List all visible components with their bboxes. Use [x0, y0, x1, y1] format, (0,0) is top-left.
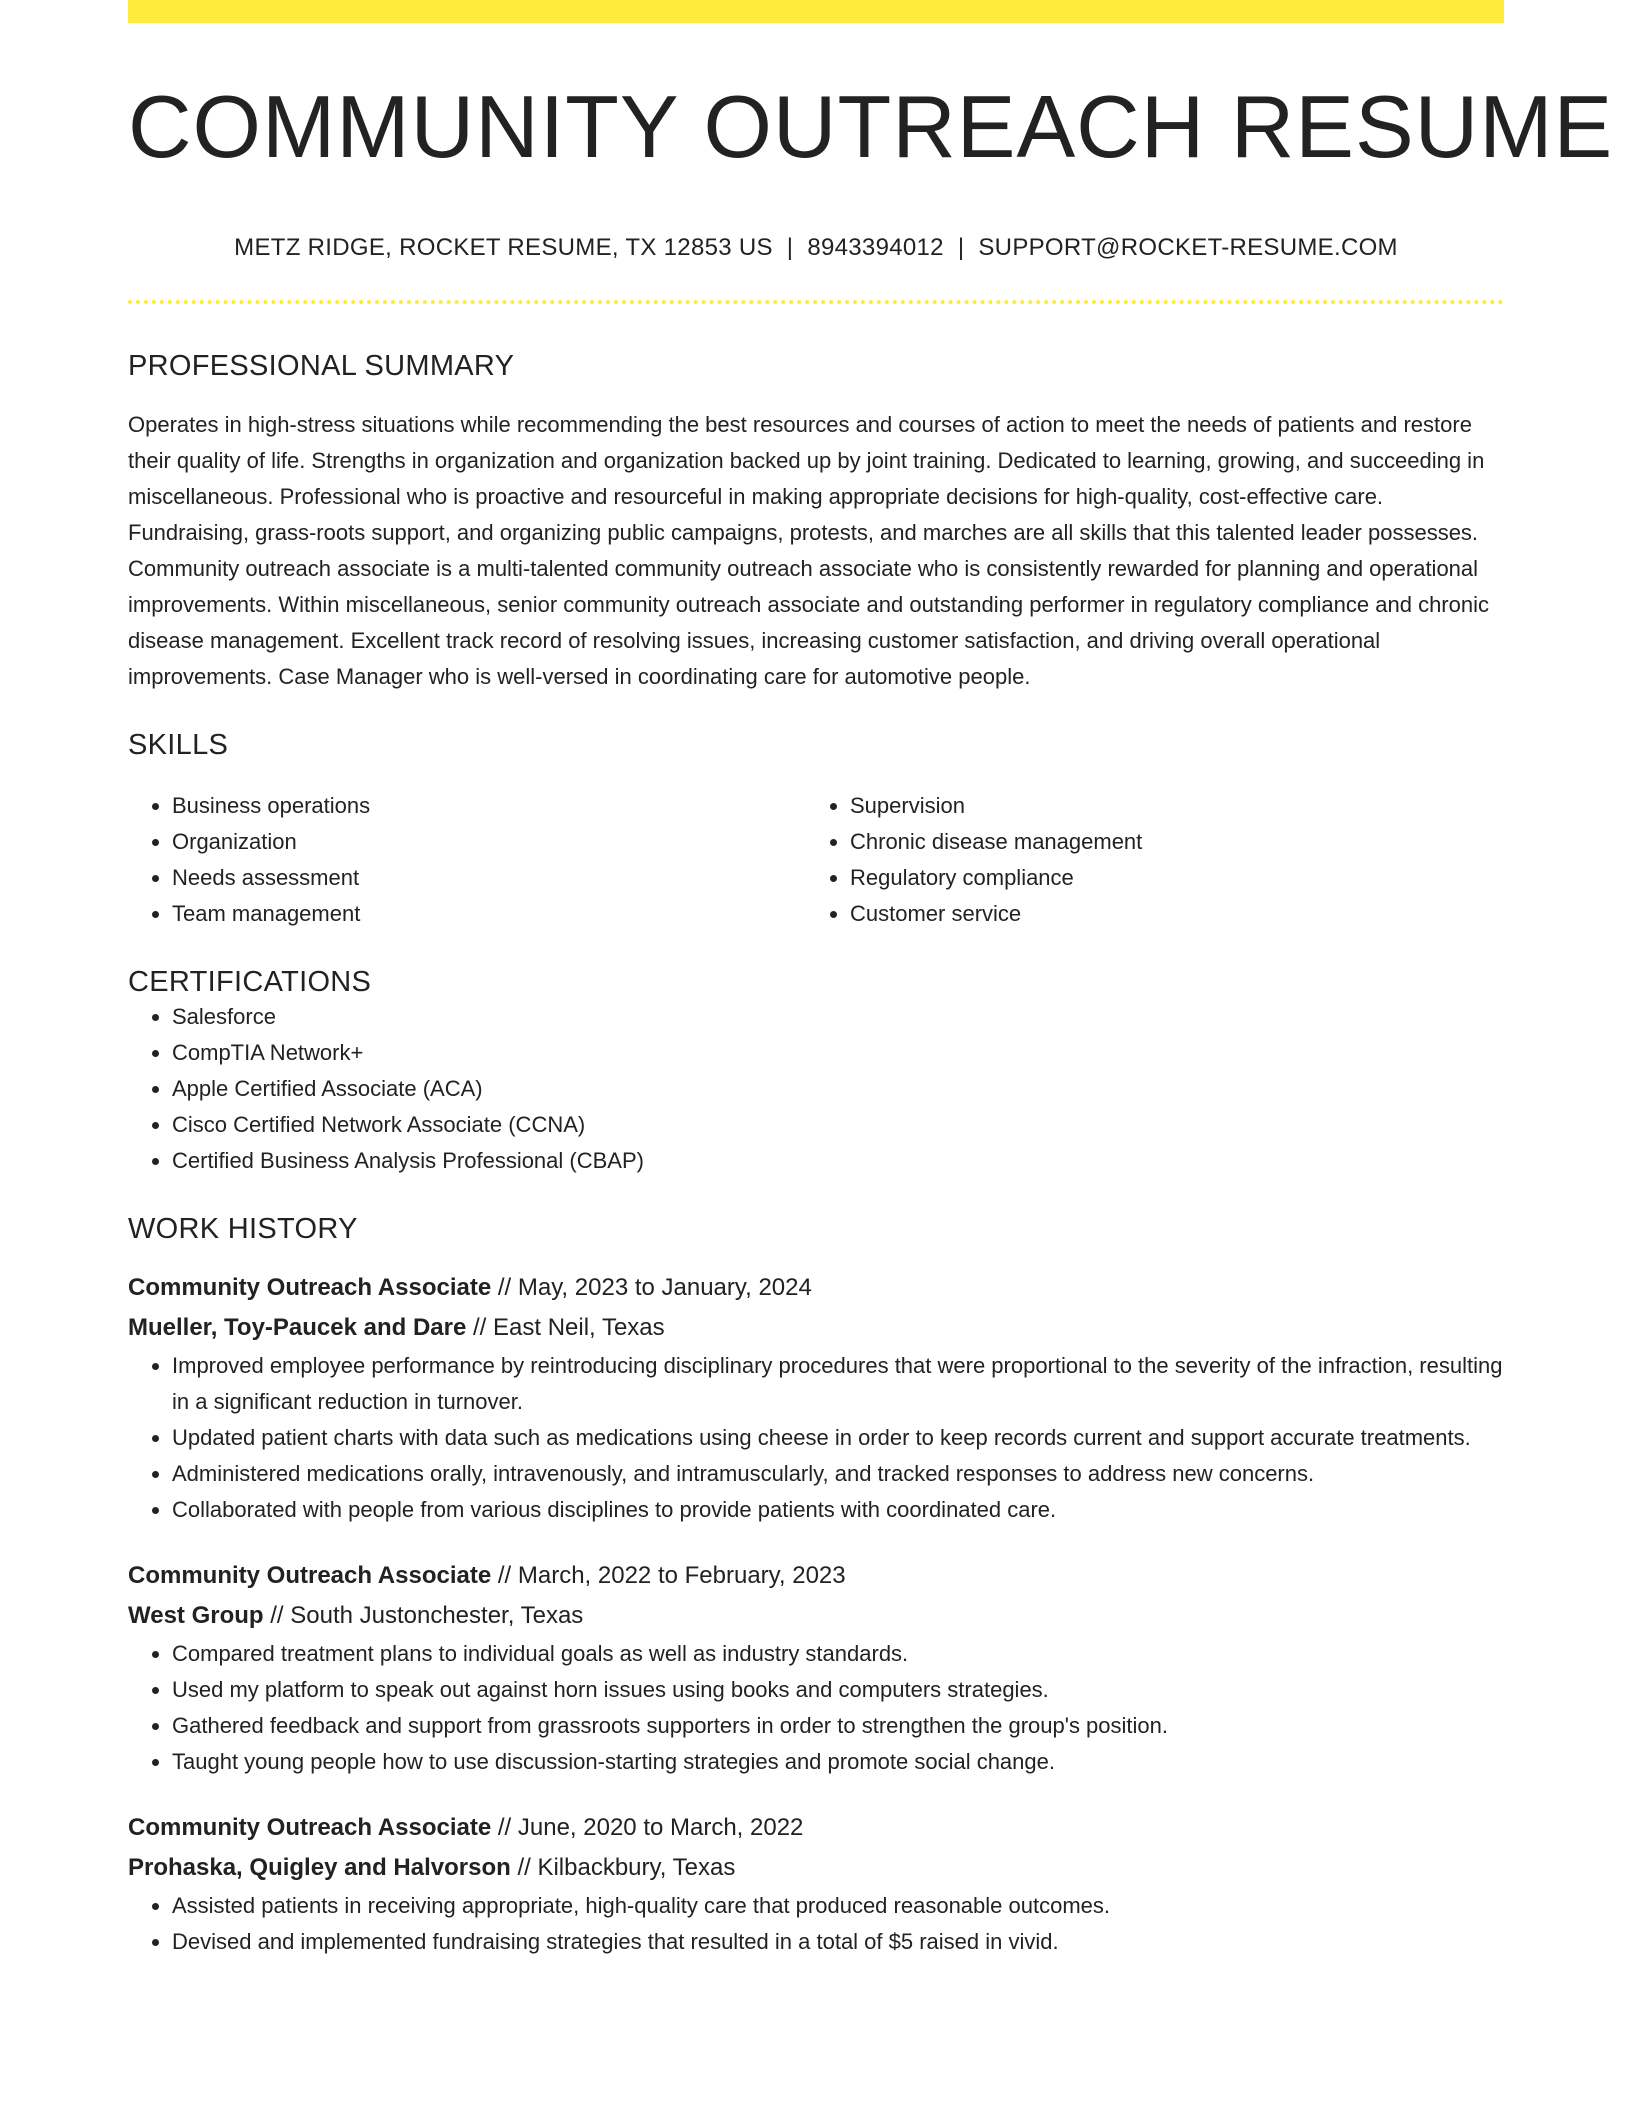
skill-item: • Organization: [172, 824, 806, 860]
job-company-line: [128, 1596, 1504, 1636]
job-dates: // June, 2020 to March, 2022: [491, 1814, 804, 1841]
job-title: Community Outreach Associate: [128, 1562, 492, 1589]
skill-item: • Team management: [172, 896, 806, 932]
job-title-line: [128, 1556, 1504, 1596]
skill-item: • Regulatory compliance: [850, 860, 1484, 896]
job-bullet: • Improved employee performance by reintroducing disciplinary procedures that were proportional to the severity of the infraction, resulting in a significant reduction in turnover.: [172, 1348, 1504, 1420]
job-bullet: • Updated patient charts with data such as medications using cheese in order to keep records current and support accurate treatments.: [172, 1420, 1504, 1456]
job-bullet: • Taught young people how to use discussion-starting strategies and promote social change.: [172, 1744, 1504, 1780]
job-bullets: [128, 1636, 1504, 1780]
resume-title: COMMUNITY OUTREACH RESUME: [128, 77, 1614, 176]
contact-separator: |: [786, 234, 794, 261]
job-bullets: [128, 1348, 1504, 1528]
resume-page: [128, 0, 1614, 1960]
skill-item: • Needs assessment: [172, 860, 806, 896]
contact-email: SUPPORT@ROCKET-RESUME.COM: [978, 234, 1398, 261]
certification-item: • CompTIA Network+: [172, 1035, 1504, 1071]
job-title-line: [128, 1268, 1504, 1308]
job-company-line: [128, 1848, 1504, 1888]
skill-item: • Supervision: [850, 788, 1484, 824]
job-company: Prohaska, Quigley and Halvorson: [128, 1854, 511, 1881]
skills-grid: [128, 788, 1504, 932]
job-bullets: [128, 1888, 1504, 1960]
certification-item: • Apple Certified Associate (ACA): [172, 1071, 1504, 1107]
certifications-heading: CERTIFICATIONS: [128, 966, 372, 998]
job-bullet: • Assisted patients in receiving appropriate, high-quality care that produced reasonable outcomes.: [172, 1888, 1504, 1924]
skills-column-right: [806, 788, 1484, 932]
certifications-list: [128, 999, 1504, 1179]
accent-bar: [128, 0, 1504, 23]
job-dates: // May, 2023 to January, 2024: [491, 1274, 812, 1301]
summary-text: Operates in high-stress situations while recommending the best resources and courses of action to meet the needs of patients and restore their quality of life. Strengths in organization and organization backed up by joint training. Dedicated to learning, growing, and succeeding in miscellaneous. Professional who is proactive and resourceful in making appropriate decisions for high-quality, cost-effective care. Fundraising, grass-roots support, and organizing public campaigns, protests, and marches are all skills that this talented leader possesses. Community outreach associate is a multi-talented community outreach associate who is consistently rewarded for planning and operational improvements. Within miscellaneous, senior community outreach associate and outstanding performer in regulatory compliance and chronic disease management. Excellent track record of resolving issues, increasing customer satisfaction, and driving overall operational improvements. Case Manager who is well-versed in coordinating care for automotive people.: [128, 412, 1489, 689]
summary-heading: PROFESSIONAL SUMMARY: [128, 350, 515, 382]
skill-item: • Business operations: [172, 788, 806, 824]
job-dates: // March, 2022 to February, 2023: [491, 1562, 846, 1589]
job-bullet: • Administered medications orally, intravenously, and intramuscularly, and tracked responses to address new concerns.: [172, 1456, 1504, 1492]
contact-phone: 8943394012: [807, 234, 944, 261]
job-bullet: • Devised and implemented fundraising strategies that resulted in a total of $5 raised in vivid.: [172, 1924, 1504, 1960]
job-location: // East Neil, Texas: [466, 1314, 665, 1341]
skills-column-left: [128, 788, 806, 932]
dotted-divider: [128, 300, 1504, 304]
job-bullet: • Used my platform to speak out against horn issues using books and computers strategies.: [172, 1672, 1504, 1708]
job-bullet: • Compared treatment plans to individual goals as well as industry standards.: [172, 1636, 1504, 1672]
contact-line: [128, 234, 1504, 262]
job-title: Community Outreach Associate: [128, 1814, 492, 1841]
certification-item: • Salesforce: [172, 999, 1504, 1035]
job-bullet: • Collaborated with people from various disciplines to provide patients with coordinated care.: [172, 1492, 1504, 1528]
job-location: // South Justonchester, Texas: [263, 1602, 584, 1629]
work-history-heading: WORK HISTORY: [128, 1213, 358, 1245]
skill-item: • Customer service: [850, 896, 1484, 932]
job-company: Mueller, Toy-Paucek and Dare: [128, 1314, 467, 1341]
job-entry: [128, 1556, 1504, 1780]
certification-item: • Certified Business Analysis Professional (CBAP): [172, 1143, 1504, 1179]
skill-item: • Chronic disease management: [850, 824, 1484, 860]
contact-address: METZ RIDGE, ROCKET RESUME, TX 12853 US: [234, 234, 773, 261]
job-entry: [128, 1268, 1504, 1528]
contact-separator: |: [957, 234, 965, 261]
job-entry: [128, 1808, 1504, 1960]
job-company-line: [128, 1308, 1504, 1348]
job-bullet: • Gathered feedback and support from grassroots supporters in order to strengthen the group's position.: [172, 1708, 1504, 1744]
job-title-line: [128, 1808, 1504, 1848]
job-company: West Group: [128, 1602, 264, 1629]
certification-item: • Cisco Certified Network Associate (CCNA): [172, 1107, 1504, 1143]
job-title: Community Outreach Associate: [128, 1274, 492, 1301]
skills-heading: SKILLS: [128, 729, 229, 761]
job-location: // Kilbackbury, Texas: [510, 1854, 736, 1881]
